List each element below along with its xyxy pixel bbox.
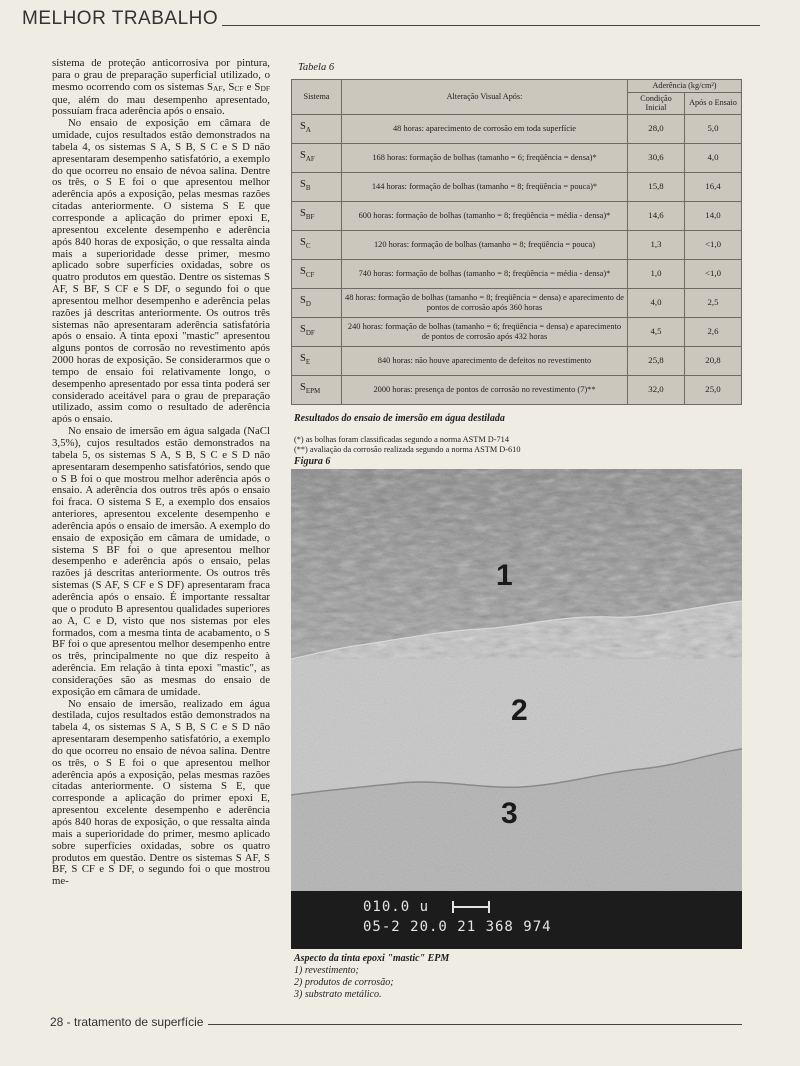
system-cell: $S_E$ bbox=[292, 346, 342, 375]
header-system: Sistema bbox=[292, 80, 342, 115]
footer-rule bbox=[208, 1024, 742, 1025]
figure-caption bbox=[294, 953, 449, 1001]
table-row bbox=[292, 346, 742, 375]
system-cell: $S_D$ bbox=[292, 288, 342, 317]
visual-cell: 600 horas: formação de bolhas (tamanho = 8; freqüência = média - densa)* bbox=[342, 201, 628, 230]
after-cell: 2,5 bbox=[685, 288, 742, 317]
header-after: Após o Ensaio bbox=[685, 92, 742, 114]
figure-caption-item-2: 2) produtos de corrosão; bbox=[294, 977, 394, 988]
header-initial: Condição Inicial bbox=[628, 92, 685, 114]
paragraph-1: sistema de proteção anticorrosiva por pintura, para o grau de preparação superficial utilizado, o mesmo ocorrendo com os sistemas $S_{AF}$, $S_{CF}$ e $S_{DF}$ que, além do mau desempenho apresentado, possuíam fraca aderência após o ensaio. bbox=[52, 57, 271, 118]
scale-info: 05-2 20.0 21 368 974 bbox=[363, 919, 552, 935]
after-cell: 14,0 bbox=[685, 201, 742, 230]
initial-cell: 32,0 bbox=[628, 375, 685, 404]
initial-cell: 1,0 bbox=[628, 259, 685, 288]
region-1-label: 1 bbox=[496, 559, 513, 592]
after-cell: 16,4 bbox=[685, 172, 742, 201]
region-2-label: 2 bbox=[511, 694, 528, 727]
scale-magnification: 010.0 u bbox=[363, 899, 430, 915]
initial-cell: 4,0 bbox=[628, 288, 685, 317]
visual-cell: 120 horas: formação de bolhas (tamanho = 8; freqüência = pouca) bbox=[342, 230, 628, 259]
region-3-label: 3 bbox=[501, 797, 518, 830]
system-cell: $S_C$ bbox=[292, 230, 342, 259]
initial-cell: 25,8 bbox=[628, 346, 685, 375]
system-cell: $S_{BF}$ bbox=[292, 201, 342, 230]
system-cell: $S_B$ bbox=[292, 172, 342, 201]
after-cell: 25,0 bbox=[685, 375, 742, 404]
visual-cell: 168 horas: formação de bolhas (tamanho = 6; freqüência = densa)* bbox=[342, 143, 628, 172]
visual-cell: 840 horas: não houve aparecimento de defeitos no revestimento bbox=[342, 346, 628, 375]
system-cell: $S_{AF}$ bbox=[292, 143, 342, 172]
visual-cell: 2000 horas: presença de pontos de corrosão no revestimento (7)** bbox=[342, 375, 628, 404]
table-label: Tabela 6 bbox=[298, 62, 335, 73]
results-table bbox=[291, 79, 742, 405]
figure-caption-item-1: 1) revestimento; bbox=[294, 965, 359, 976]
table-row bbox=[292, 172, 742, 201]
sem-scale-bar bbox=[291, 891, 742, 949]
header-rule bbox=[222, 25, 760, 26]
visual-cell: 48 horas: aparecimento de corrosão em toda superfície bbox=[342, 114, 628, 143]
initial-cell: 14,6 bbox=[628, 201, 685, 230]
header-visual: Alteração Visual Após: bbox=[342, 80, 628, 115]
after-cell: 2,6 bbox=[685, 317, 742, 346]
footnote-1: (*) as bolhas foram classificadas segundo a norma ASTM D-714 bbox=[294, 435, 509, 444]
system-cell: $S_{CF}$ bbox=[292, 259, 342, 288]
after-cell: 20,8 bbox=[685, 346, 742, 375]
system-cell: $S_{EPM}$ bbox=[292, 375, 342, 404]
footnote-2: (**) avaliação da corrosão realizada segundo a norma ASTM D-610 bbox=[294, 444, 521, 454]
section-header: MELHOR TRABALHO bbox=[22, 8, 219, 29]
figure-label: Figura 6 bbox=[294, 456, 331, 467]
page-footer: 28 - tratamento de superfície bbox=[50, 1015, 204, 1029]
table-footnotes bbox=[294, 435, 520, 454]
table-row bbox=[292, 114, 742, 143]
paragraph-2: No ensaio de exposição em câmara de umidade, cujos resultados estão demonstrados na tabela 4, os sistemas S A, S B, S C e S D não apresentaram desempenho satisfatório, a exemplo do que ocorreu no ensaio de névoa salina. Dentre os três, o S E foi o que apresentou melhor aderência após a exposição, pelas mesmas razões citadas anteriormente. O sistema S E que corresponde a aplicação do primer epoxi E, apresentou excelente desempenho e aderência após 840 horas de exposição, o que ressalta ainda mais a superioridade desse primer, mesmo aplicado sobre superfícies oxidadas, sobre os quatro produtos em questão. Dentre os sistemas S AF, S BF, S CF e S DF, o segundo foi o que apresentou melhor desempenho e aderência pelas razões já descritas anteriormente. Os outros três sistemas não apresentaram aderência satisfatória após o ensaio. A tinta epoxi "mastic" apresentou alguns pontos de corrosão no revestimento após 2000 horas de exposição. Se considerarmos que o tempo de ensaio foi relativamente longo, o desempenho apresentado por essa tinta poderá ser considerado aceitável para o grau de preparação utilizado, assim como o resultado de aderência após o ensaio. bbox=[52, 117, 270, 426]
table-row bbox=[292, 201, 742, 230]
initial-cell: 1,3 bbox=[628, 230, 685, 259]
scale-bar-icon bbox=[451, 901, 491, 913]
header-adherence: Aderência (kg/cm²) bbox=[628, 80, 742, 93]
initial-cell: 30,6 bbox=[628, 143, 685, 172]
initial-cell: 4,5 bbox=[628, 317, 685, 346]
system-cell: $S_A$ bbox=[292, 114, 342, 143]
table-row bbox=[292, 317, 742, 346]
after-cell: 4,0 bbox=[685, 143, 742, 172]
visual-cell: 740 horas: formação de bolhas (tamanho = 8; freqüência = média - densa)* bbox=[342, 259, 628, 288]
table-row bbox=[292, 259, 742, 288]
visual-cell: 240 horas: formação de bolhas (tamanho = 6; freqüência = densa) e aparecimento de pontos de corrosão após 432 horas bbox=[342, 317, 628, 346]
after-cell: <1,0 bbox=[685, 230, 742, 259]
paragraph-4: No ensaio de imersão, realizado em água destilada, cujos resultados estão demonstrados na tabela 4, os sistemas S A, S B, S C e S D não apresentaram desempenho satisfatório, a exemplo do que ocorreu no ensaio de névoa salina. Dentre os três, o S E foi o que apresentou melhor aderência após a exposição, pelas mesmas razões citadas anteriormente. O sistema S E, que corresponde a aplicação do primer epoxi E, apresentou excelente desempenho e aderência após 840 horas de exposição, o que ressalta ainda mais a superioridade do primer, mesmo aplicado sobre superfícies oxidadas, sobre os quatro produtos em questão. Dentre os sistemas S AF, S BF, S CF e S DF, o segundo foi o que mostrou me- bbox=[52, 697, 270, 888]
after-cell: 5,0 bbox=[685, 114, 742, 143]
figure-caption-item-3: 3) substrato metálico. bbox=[294, 989, 382, 1000]
initial-cell: 15,8 bbox=[628, 172, 685, 201]
table-row bbox=[292, 230, 742, 259]
paragraph-3: No ensaio de imersão em água salgada (NaCl 3,5%), cujos resultados estão demonstrados na tabela 5, os sistemas S A, S B, S C e S D não apresentaram desempenho satisfatórios, sendo que o S B foi o que mostrou melhor aderência após o ensaio. A aderência dos outros três após o ensaio foi fraca. O sistema S E, a exemplo dos ensaios anteriores, apresentou excelente desempenho e aderência após o ensaio de imersão. A exemplo do ensaio de exposição em câmara de umidade, o sistema S BF foi o que apresentou melhor desempenho e aderência após o ensaio, pelas razões já descritas anteriormente. Os outros três sistemas (S AF, S CF e S DF) apresentaram fraca aderência após o ensaio. É importante ressaltar que o produto B apresentou qualidades superiores ao A, C e D, visto que nos sistemas por eles formados, com a mesma tinta de acabamento, o S BF foi o que apresentou melhor desempenho entre os três, principalmente no que diz respeito à aderência. Em relação à tinta epoxi "mastic", as considerações são as mesmas do ensaio de exposição em câmara de umidade. bbox=[52, 425, 270, 698]
article-body bbox=[52, 58, 270, 888]
visual-cell: 48 horas: formação de bolhas (tamanho = 8; freqüência = densa) e aparecimento de pontos de corrosão após 360 horas bbox=[342, 288, 628, 317]
visual-cell: 144 horas: formação de bolhas (tamanho = 8; freqüência = pouca)* bbox=[342, 172, 628, 201]
initial-cell: 28,0 bbox=[628, 114, 685, 143]
system-cell: $S_{DF}$ bbox=[292, 317, 342, 346]
sem-micrograph bbox=[291, 469, 742, 949]
table-row bbox=[292, 143, 742, 172]
figure-caption-title: Aspecto da tinta epoxi "mastic" EPM bbox=[294, 953, 450, 964]
table-row bbox=[292, 288, 742, 317]
table-row bbox=[292, 375, 742, 404]
table-caption: Resultados do ensaio de imersão em água destilada bbox=[294, 413, 505, 424]
after-cell: <1,0 bbox=[685, 259, 742, 288]
